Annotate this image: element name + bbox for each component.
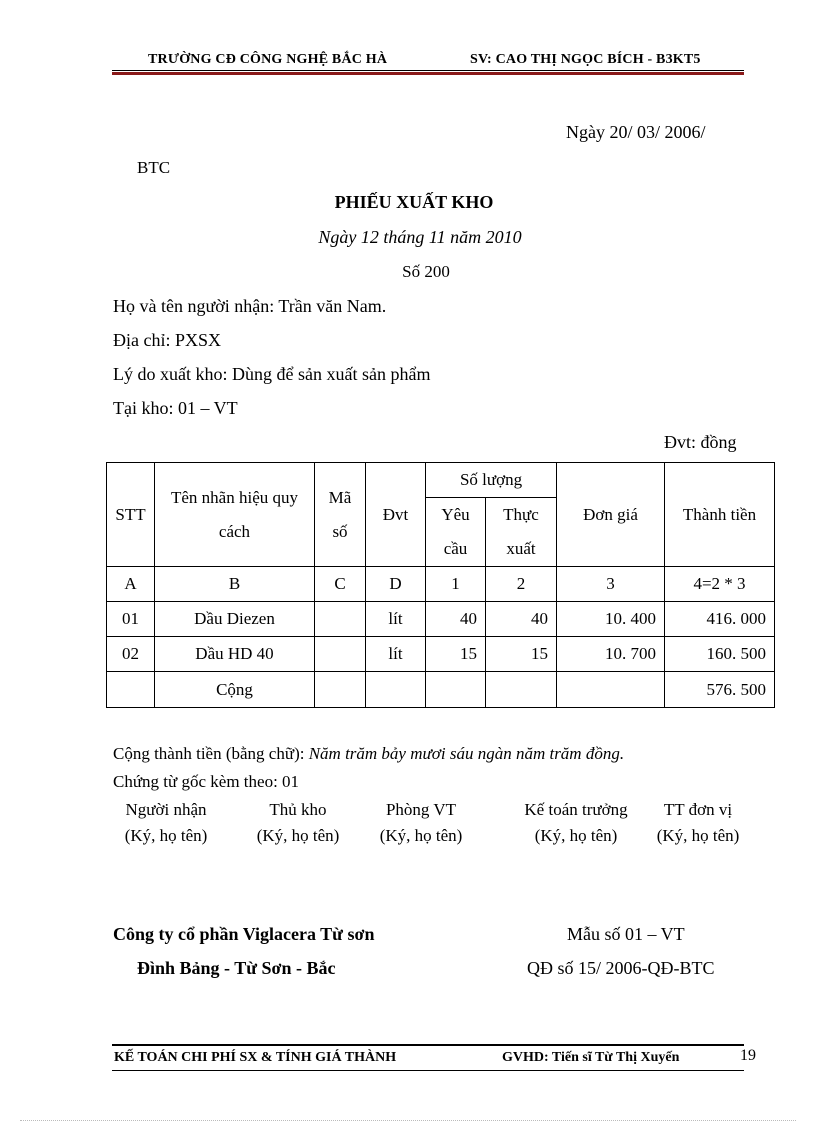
row-stt: 02 [107, 637, 155, 672]
row-name: Dầu HD 40 [155, 637, 315, 672]
header-school: TRƯỜNG CĐ CÔNG NGHỆ BẮC HÀ [148, 52, 388, 67]
total-amount: 576. 500 [665, 672, 775, 708]
form-number: Mẫu số 01 – VT [567, 924, 685, 944]
col-stt: STT [107, 463, 155, 567]
total-empty [315, 672, 366, 708]
signature-note: (Ký, họ tên) [256, 826, 340, 845]
row-unit: lít [366, 602, 426, 637]
page-edge [20, 1120, 796, 1121]
code-cell: 1 [426, 567, 486, 602]
attachments-line: Chứng từ gốc kèm theo: 01 [113, 772, 300, 791]
sum-in-words [113, 744, 624, 764]
code-cell: 4=2 * 3 [665, 567, 775, 602]
table-row [107, 602, 775, 637]
company-name: Công ty cổ phần Viglacera Từ sơn [113, 924, 375, 944]
row-code [315, 637, 366, 672]
total-row [107, 672, 775, 708]
signature-storekeeper [238, 800, 358, 846]
row-qty-actual: 15 [486, 637, 557, 672]
footer-supervisor: GVHD: Tiến sĩ Từ Thị Xuyến [502, 1050, 680, 1065]
page-number: 19 [740, 1047, 756, 1064]
header-rule [112, 70, 744, 71]
signature-note: (Ký, họ tên) [124, 826, 208, 845]
issue-table [106, 462, 774, 708]
row-amount: 416. 000 [665, 602, 775, 637]
col-code: Mã số [315, 463, 366, 567]
table-row [107, 637, 775, 672]
footer-rule [112, 1044, 744, 1046]
col-unit: Đvt [366, 463, 426, 567]
code-cell: 2 [486, 567, 557, 602]
total-label: Cộng [155, 672, 315, 708]
footer-rule-thin [112, 1070, 744, 1071]
col-price: Đơn giá [557, 463, 665, 567]
sum-words-label: Cộng thành tiền (bằng chữ): [113, 744, 305, 763]
total-empty [107, 672, 155, 708]
warehouse-line: Tại kho: 01 – VT [113, 398, 238, 418]
code-cell: A [107, 567, 155, 602]
code-row [107, 567, 775, 602]
row-qty-requested: 40 [426, 602, 486, 637]
signature-role: Thủ kho [269, 800, 327, 819]
signature-supply-dept [361, 800, 481, 846]
header-student: SV: CAO THỊ NGỌC BÍCH - B3KT5 [470, 52, 701, 67]
row-stt: 01 [107, 602, 155, 637]
signature-note: (Ký, họ tên) [656, 826, 740, 845]
row-qty-requested: 15 [426, 637, 486, 672]
signature-note: (Ký, họ tên) [534, 826, 618, 845]
document-number: Số 200 [402, 262, 450, 281]
address-line: Địa chỉ: PXSX [113, 330, 221, 350]
total-empty [366, 672, 426, 708]
code-cell: C [315, 567, 366, 602]
col-name: Tên nhãn hiệu quy cách [155, 463, 315, 567]
signature-role: Kế toán trưởng [524, 800, 628, 819]
signature-chief-accountant [510, 800, 642, 846]
signature-role: Phòng VT [385, 800, 457, 819]
row-qty-actual: 40 [486, 602, 557, 637]
header-rule-thick [112, 72, 744, 75]
sum-words-value: Năm trăm bảy mươi sáu ngàn năm trăm đồng. [308, 744, 625, 763]
row-name: Dầu Diezen [155, 602, 315, 637]
reason-line: Lý do xuất kho: Dùng để sản xuất sản phẩm [113, 364, 431, 384]
code-cell: D [366, 567, 426, 602]
total-empty [486, 672, 557, 708]
decision-number: QĐ số 15/ 2006-QĐ-BTC [527, 958, 715, 978]
document-title: PHIẾU XUẤT KHO [334, 192, 494, 212]
col-qty-requested: Yêu cầu [426, 498, 486, 567]
company-address: Đình Bảng - Từ Sơn - Bắc [137, 958, 336, 978]
signature-note: (Ký, họ tên) [379, 826, 463, 845]
col-amount: Thành tiền [665, 463, 775, 567]
col-qty-actual: Thực xuất [486, 498, 557, 567]
btc-label: BTC [137, 158, 171, 177]
total-empty [426, 672, 486, 708]
receiver-line: Họ và tên người nhận: Trần văn Nam. [113, 296, 387, 316]
footer-course: KẾ TOÁN CHI PHÍ SX & TÍNH GIÁ THÀNH [114, 1050, 397, 1065]
col-quantity: Số lượng [426, 463, 557, 498]
signature-role: TT đơn vị [663, 800, 733, 819]
currency-unit: Đvt: đồng [664, 432, 737, 452]
row-price: 10. 400 [557, 602, 665, 637]
row-amount: 160. 500 [665, 637, 775, 672]
row-unit: lít [366, 637, 426, 672]
signature-receiver [106, 800, 226, 846]
date-line: Ngày 20/ 03/ 2006/ [566, 122, 706, 142]
total-empty [557, 672, 665, 708]
code-cell: 3 [557, 567, 665, 602]
code-cell: B [155, 567, 315, 602]
row-price: 10. 700 [557, 637, 665, 672]
signature-role: Người nhận [125, 800, 207, 819]
row-code [315, 602, 366, 637]
signature-unit-head [638, 800, 758, 846]
document-date: Ngày 12 tháng 11 năm 2010 [318, 227, 522, 247]
